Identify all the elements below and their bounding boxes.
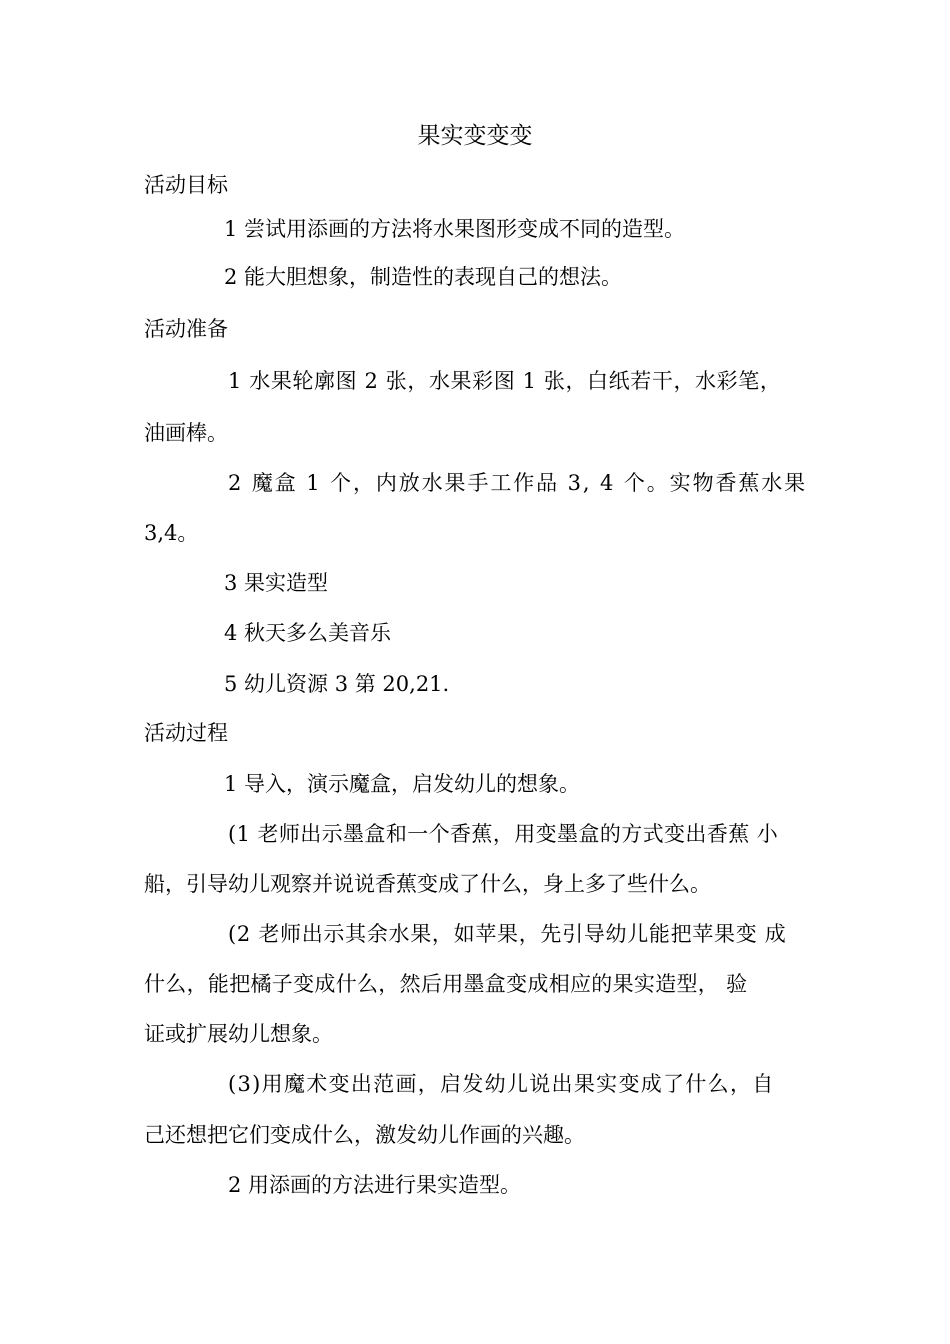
process-sub-3-line-2: 己还想把它们变成什么，激发幼儿作画的兴趣。 — [144, 1123, 585, 1147]
prep-item-1-line-1: 1 水果轮廓图 2 张，水果彩图 1 张，白纸若干，水彩笔， — [228, 369, 782, 393]
section-heading-goals: 活动目标 — [144, 173, 228, 197]
process-step-2: 2 用添画的方法进行果实造型。 — [228, 1173, 522, 1197]
process-step-1: 1 导入，演示魔盒，启发幼儿的想象。 — [224, 772, 581, 796]
prep-item-2-line-2: 3,4。 — [144, 521, 199, 545]
process-sub-2-line-1: (2 老师出示其余水果，如苹果，先引导幼儿能把苹果变 成 — [228, 922, 787, 946]
process-sub-1-line-1: (1 老师出示墨盒和一个香蕉，用变墨盒的方式变出香蕉 小 — [228, 822, 779, 846]
goal-item-2: 2 能大胆想象，制造性的表现自己的想法。 — [224, 265, 623, 289]
process-sub-2-line-3: 证或扩展幼儿想象。 — [144, 1022, 333, 1046]
prep-item-4: 4 秋天多么美音乐 — [224, 621, 392, 645]
process-sub-1-line-2: 船，引导幼儿观察并说说香蕉变成了什么，身上多了些什么。 — [144, 872, 711, 896]
prep-item-3: 3 果实造型 — [224, 571, 329, 595]
goal-item-1: 1 尝试用添画的方法将水果图形变成不同的造型。 — [224, 217, 686, 241]
section-heading-prep: 活动准备 — [144, 317, 228, 341]
section-heading-process: 活动过程 — [144, 721, 228, 745]
process-sub-2-line-2: 什么，能把橘子变成什么，然后用墨盒变成相应的果实造型， 验 — [144, 972, 748, 996]
prep-item-2-line-1: 2 魔盒 1 个，内放水果手工作品 3, 4 个。实物香蕉水果 — [228, 471, 808, 495]
prep-item-5: 5 幼儿资源 3 第 20,21. — [224, 672, 450, 696]
document-title: 果实变变变 — [417, 123, 533, 149]
prep-item-1-line-2: 油画棒。 — [144, 421, 228, 445]
process-sub-3-line-1: (3)用魔术变出范画，启发幼儿说出果实变成了什么，自 — [228, 1072, 775, 1096]
